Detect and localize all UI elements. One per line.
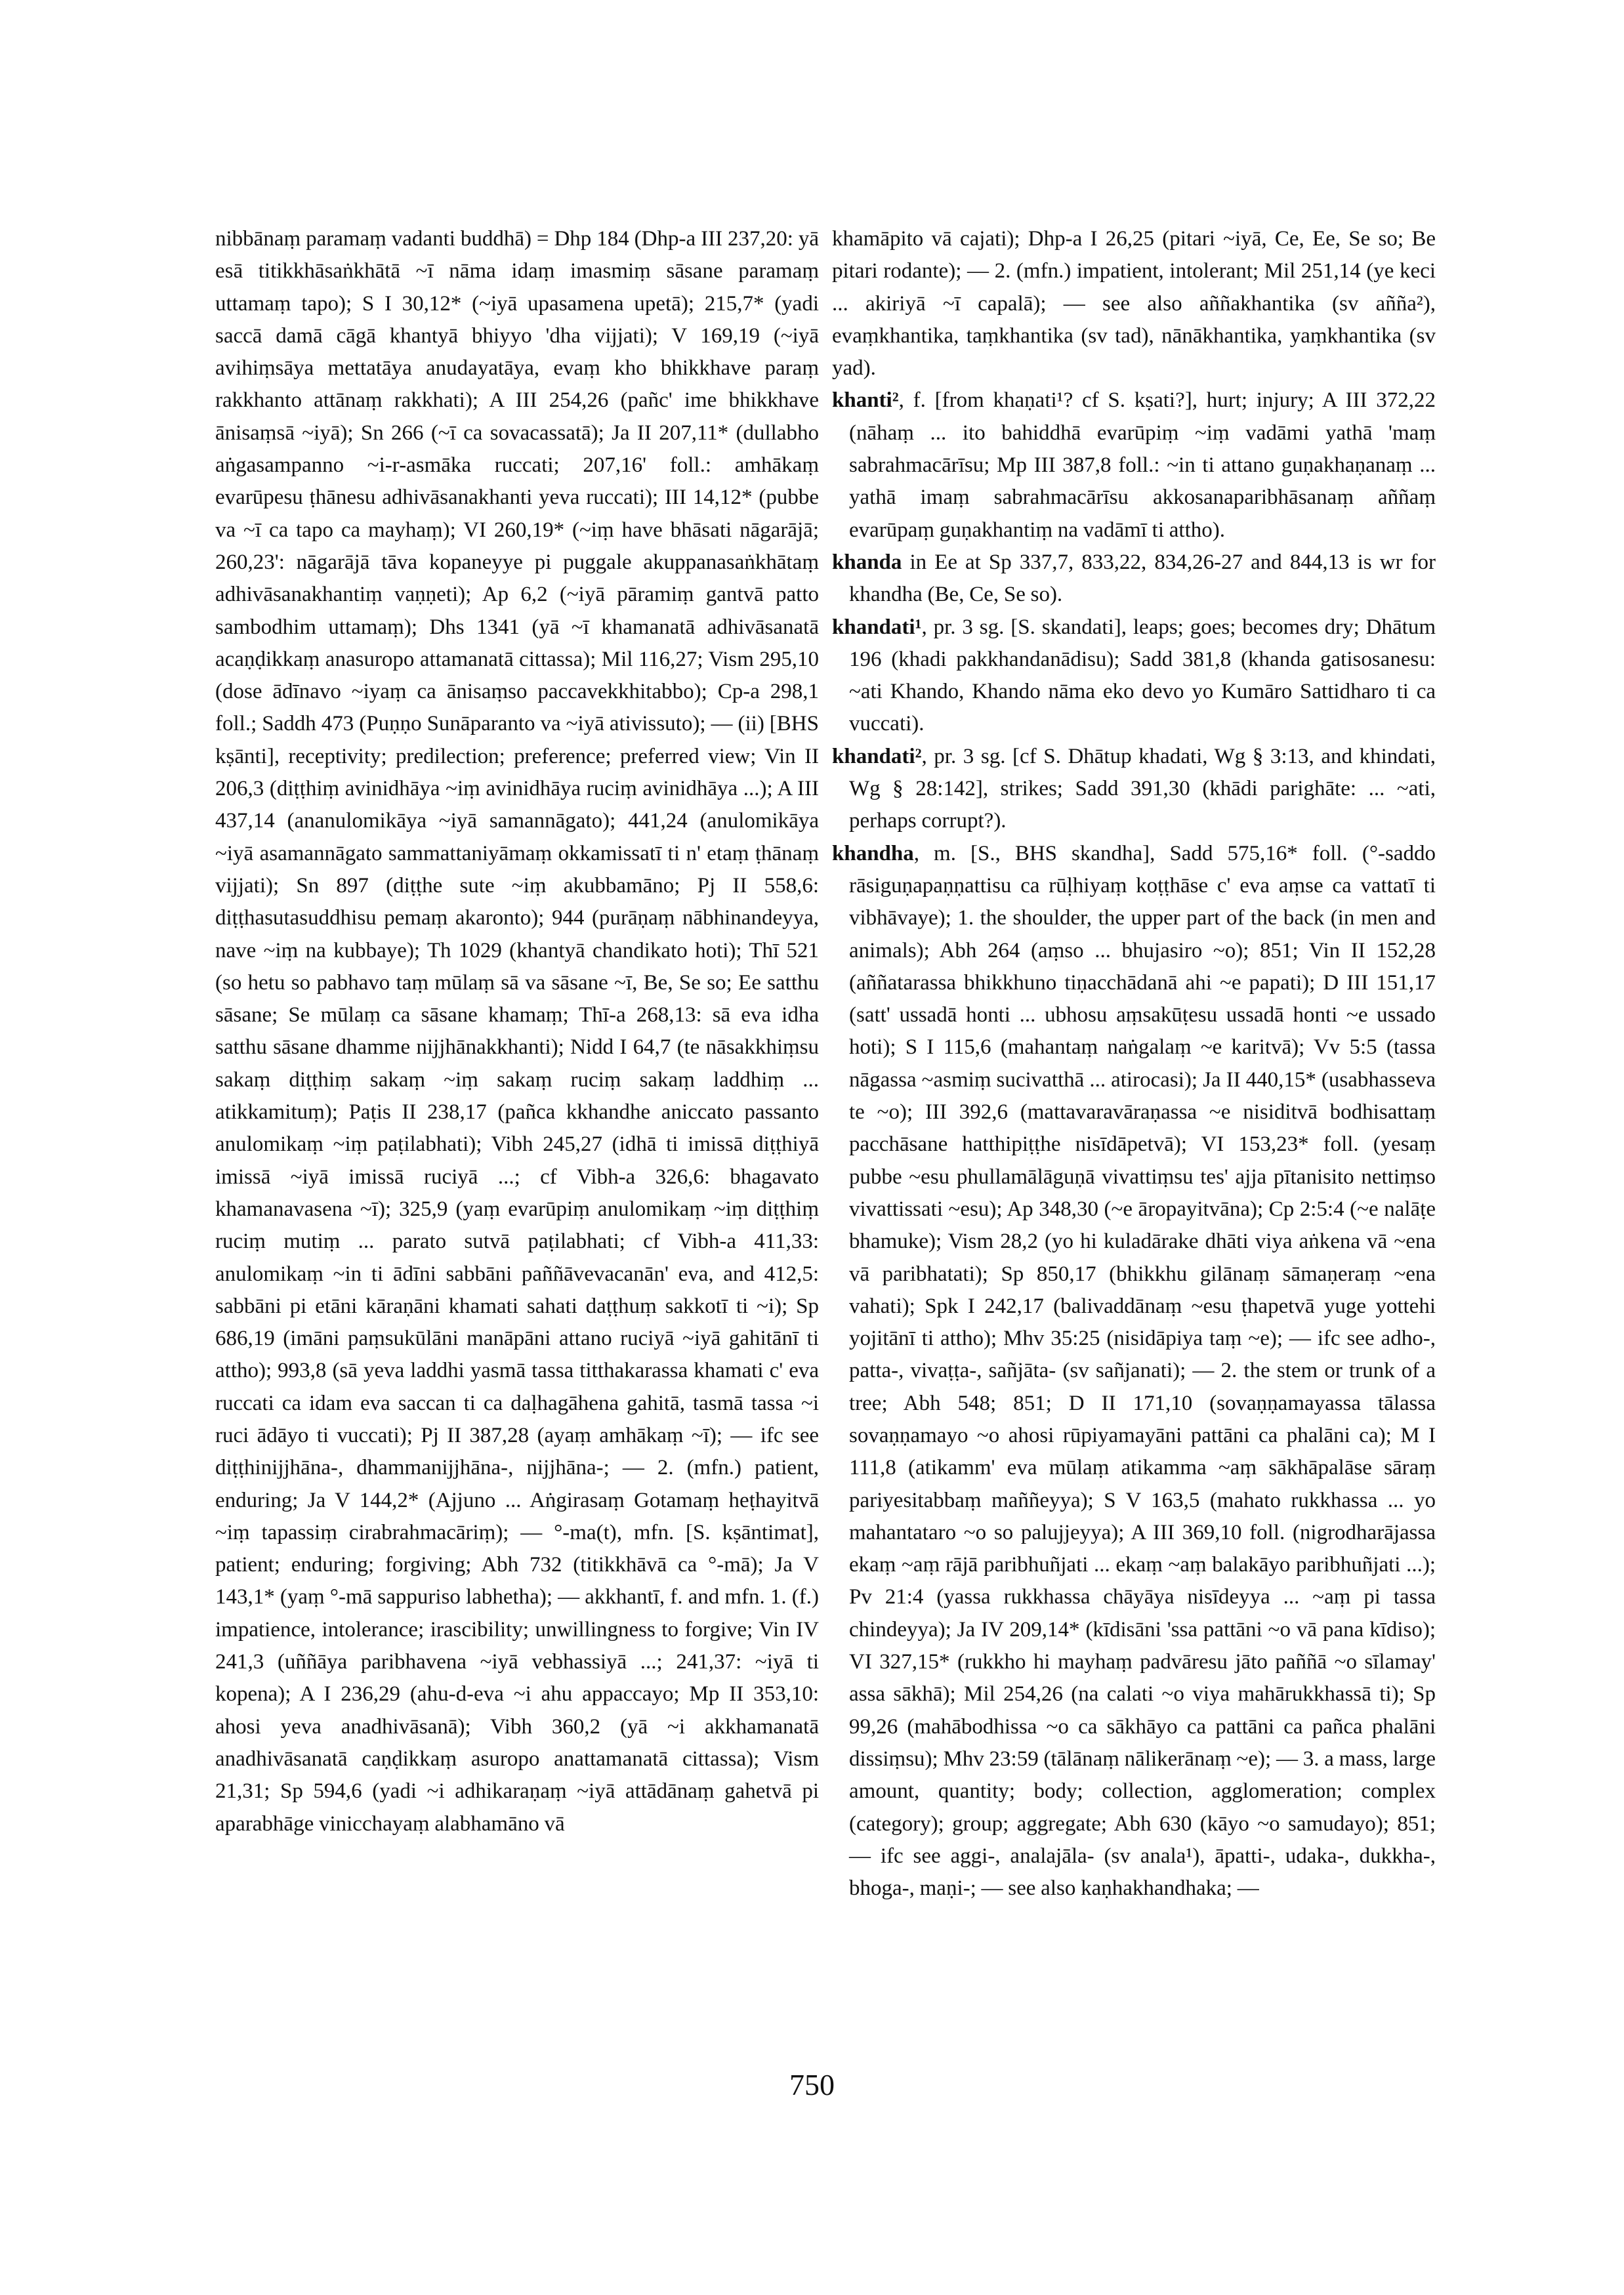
page-number: 750 [789, 2068, 835, 2101]
left-column [215, 223, 819, 2113]
entry-body: , pr. 3 sg. [S. skandati], leaps; goes; becomes dry; Dhātum 196 (khadi pakkhandanādisu); Sadd 381,8 (khanda gatisosanesu: ~ati Khando, Khando nāma eko devo yo Kumāro Sattidharo ti ca vuccati). [849, 615, 1436, 736]
left-column-text: nibbānaṃ paramaṃ vadanti buddhā) = Dhp 184 (Dhp-a III 237,20: yā esā titikkhāsaṅkhātā ~ī nāma idaṃ imasmiṃ sāsane paramaṃ uttamaṃ tapo); S I 30,12* (~iyā upasamena upetā); 215,7* (yadi saccā damā cāgā khantyā bhiyyo 'dha vijjati); V 169,19 (~iyā avihiṃsāya mettatāya anudayatāya, evaṃ kho bhikkhave paraṃ rakkhanto attānaṃ rakkhati); A III 254,26 (pañc' ime bhikkhave ānisaṃsā ~iyā); Sn 266 (~ī ca sovacassatā); Ja II 207,11* (dullabho aṅgasampanno ~i-r-asmāka ruccati; 207,16' foll.: amhākaṃ evarūpesu ṭhānesu adhivāsanakhanti yeva ruccati); III 14,12* (pubbe va ~ī ca tapo ca mayhaṃ); VI 260,19* (~iṃ have bhāsati nāgarājā; 260,23': nāgarājā tāva kopaneyye pi puggale akuppanasaṅkhātaṃ adhivāsanakhantiṃ vaṇṇeti); Ap 6,2 (~iyā pāramiṃ gantvā patto sambodhim uttamaṃ); Dhs 1341 (yā ~ī khamanatā adhivāsanatā acaṇḍikkaṃ anasuropo attamanatā cittassa); Mil 116,27; Vism 295,10 (dose ādīnavo ~iyaṃ ca ānisaṃso paccavekkhitabbo); Cp-a 298,1 foll.; Saddh 473 (Puṇṇo Sunāparanto va ~iyā ativissuto); — (ii) [BHS kṣānti], receptivity; predilection; preference; preferred view; Vin II 206,3 (diṭṭhiṃ avinidhāya ~iṃ avinidhāya ruciṃ avinidhāya ...); A III 437,14 (ananulomikāya ~iyā samannāgato); 441,24 (anulomikāya ~iyā asamannāgato sammattaniyāmaṃ okkamissatī ti n' etaṃ ṭhānaṃ vijjati); Sn 897 (diṭṭhe sute ~iṃ akubbamāno; Pj II 558,6: diṭṭhasutasuddhisu pemaṃ akaronto); 944 (purāṇaṃ nābhinandeyya, nave ~iṃ na kubbaye); Th 1029 (khantyā chandikato hoti); Thī 521 (so hetu so pabhavo taṃ mūlaṃ sā va sāsane ~ī, Be, Se so; Ee satthu sāsane; Se mūlaṃ ca sāsane khamaṃ; Thī-a 268,13: sā eva idha satthu sāsane dhamme nijjhānakkhanti); Nidd I 64,7 (te nāsakkhiṃsu sakaṃ diṭṭhiṃ sakaṃ ~iṃ sakaṃ ruciṃ sakaṃ laddhiṃ ... atikkamituṃ); Paṭis II 238,17 (pañca kkhandhe aniccato passanto anulomikaṃ ~iṃ paṭilabhati); Vibh 245,27 (idhā ti imissā diṭṭhiyā imissā ~iyā imissā ruciyā ...; cf Vibh-a 326,6: bhagavato khamanavasena ~ī); 325,9 (yaṃ evarūpiṃ anulomikaṃ ~iṃ diṭṭhiṃ ruciṃ mutiṃ ... parato sutvā paṭilabhati; cf Vibh-a 411,33: anulomikaṃ ~in ti ādīni sabbāni paññāvevacanān' eva, and 412,5: sabbāni pi etāni kāraṇāni khamati sahati daṭṭhuṃ sakkotī ti ~i); Sp 686,19 (imāni paṃsukūlāni manāpāni attano ruciyā ~iyā gahitānī ti attho); 993,8 (sā yeva laddhi yasmā tassa titthakarassa khamati c' eva ruccati ca idam eva saccan ti ca daḷhagāhena gahitā, tasmā tassa ~i ruci ādāyo ti vuccati); Pj II 387,28 (ayaṃ amhākaṃ ~ī); — ifc see diṭṭhinijjhāna-, dhammanijjhāna-, nijjhāna-; — 2. (mfn.) patient, enduring; Ja V 144,2* (Ajjuno ... Aṅgirasaṃ Gotamaṃ heṭhayitvā ~iṃ tapassiṃ cirabrahmacāriṃ); — °-ma(t), mfn. [S. kṣāntimat], patient; enduring; forgiving; Abh 732 (titikkhāvā ca °-mā); Ja V 143,1* (yaṃ °-mā sappuriso labhetha); — akkhantī, f. and mfn. 1. (f.) impatience, intolerance; irascibility; unwillingness to forgive; Vin IV 241,3 (uññāya paribhavena ~iyā vebhassiyā ...; 241,37: ~iyā ti kopena); A I 236,29 (ahu-d-eva ~i ahu appaccayo; Mp II 353,10: ahosi yeva anadhivāsanā); Vibh 360,2 (yā ~i akkhamanatā anadhivāsanatā caṇḍikkaṃ asuropo anattamanatā cittassa); Vism 21,31; Sp 594,6 (yadi ~i adhikaraṇaṃ ~iyā attādānaṃ gahetvā pi aparabhāge vinicchayaṃ alabhamāno vā [215, 227, 819, 1836]
entry-khandati-2 [832, 741, 1436, 838]
entry-khandati-1 [832, 611, 1436, 741]
headword: khanti² [832, 388, 899, 413]
entry-body: , f. [from khaṇati¹? cf S. kṣati?], hurt; injury; A III 372,22 (nāhaṃ ... ito bahiddhā evarūpiṃ ~iṃ vadāmi yathā 'maṃ sabrahmacārīsu; Mp III 387,8 foll.: ~in ti attano guṇakhaṇanaṃ ... yathā imaṃ sabrahmacārīsu akkosanaparibhāsanaṃ aññaṃ evarūpaṃ guṇakhantiṃ na vadāmī ti attho). [849, 388, 1436, 542]
entry-body: in Ee at Sp 337,7, 833,22, 834,26-27 and 844,13 is wr for khandha (Be, Ce, Se so). [849, 550, 1436, 607]
right-column-continuation: khamāpito vā cajati); Dhp-a I 26,25 (pitari ~iyā, Ce, Ee, Se so; Be pitari rodante); — 2. (mfn.) impatient, intolerant; Mil 251,14 (ye keci ... akiriyā ~ī capalā); — see also aññakhantika (sv añña²), evaṃkhantika, taṃkhantika (sv tad), nānākhantika, yaṃkhantika (sv yad). [832, 227, 1436, 381]
entry-khandha [832, 838, 1436, 1905]
entry-body: , m. [S., BHS skandha], Sadd 575,16* foll. (°-saddo rāsiguṇapaṇṇattisu ca rūḷhiyaṃ koṭṭhāse c' eva aṃse ca vattatī ti vibhāvaye); 1. the shoulder, the upper part of the back (in men and animals); Abh 264 (aṃso ... bhujasiro ~o); 851; Vin II 152,28 (aññatarassa bhikkhuno tiṇacchādanā ahi ~e papati); D III 151,17 (satt' ussadā honti ... ubhosu aṃsakūṭesu ussadā honti ~e ussado hoti); S I 115,6 (mahantaṃ naṅgalaṃ ~e karitvā); Vv 5:5 (tassa nāgassa ~asmiṃ sucivatthā ... atirocasi); Ja II 440,15* (usabhasseva te ~o); III 392,6 (mattavaravāraṇassa ~e nisiditvā bodhisattaṃ pacchāsane hatthipiṭṭhe nisīdāpetvā); VI 153,23* foll. (yesaṃ pubbe ~esu phullamālāguṇā vivattiṃsu tes' ajja pītanisito nettiṃso vivattissati ~esu); Ap 348,30 (~e āropayitvāna); Cp 2:5:4 (~e nalāṭe bhamuke); Vism 28,2 (yo hi kuladārake dhāti viya aṅkena vā ~ena vā paribhatati); Sp 850,17 (bhikkhu gilānaṃ sāmaṇeraṃ ~ena vahati); Spk I 242,17 (balivaddānaṃ ~esu ṭhapetvā yuge yottehi yojitānī ti attho); Mhv 35:25 (nisidāpiya taṃ ~e); — ifc see adho-, patta-, vivaṭṭa-, sañjāta- (sv sañjanati); — 2. the stem or trunk of a tree; Abh 548; 851; D II 171,10 (sovaṇṇamayassa tālassa sovaṇṇamayo ~o ahosi rūpiyamayāni pattāni ca phalāni ca); M I 111,8 (atikamm' eva mūlaṃ atikamma ~aṃ sākhāpalāse sāraṃ pariyesitabbaṃ maññeyya); S V 163,5 (mahato rukkhassa ... yo mahantataro ~o so palujjeyya); A III 369,10 foll. (nigrodharājassa ekaṃ ~aṃ rājā paribhuñjati ... ekaṃ ~aṃ balakāyo paribhuñjati ...); Pv 21:4 (yassa rukkhassa chāyāya nisīdeyya ... ~aṃ pi tassa chindeyya); Ja IV 209,14* (kīdisāni 'ssa pattāni ~o vā pana kīdiso); VI 327,15* (rukkho hi mayhaṃ padvāresu jāto paññā ~o sīlamay' assa sākhā); Mil 254,26 (na calati ~o viya mahārukkhassā ti); Sp 99,26 (mahābodhissa ~o ca sākhāyo ca pattāni ca pañca phalāni dissiṃsu); Mhv 23:59 (tālānaṃ nālikerānaṃ ~e); — 3. a mass, large amount, quantity; body; collection, agglomeration; complex (category); group; aggregate; Abh 630 (kāyo ~o samudayo); 851; — ifc see aggi-, analajāla- (sv anala¹), āpatti-, udaka-, dukkha-, bhoga-, maṇi-; — see also kaṇhakhandhaka; — [849, 841, 1436, 1901]
headword: khanda [832, 550, 902, 574]
right-column [832, 223, 1436, 2113]
headword: khandati² [832, 744, 922, 768]
headword: khandha [832, 841, 914, 865]
entry-khanda [832, 547, 1436, 611]
entry-body: , pr. 3 sg. [cf S. Dhātup khadati, Wg § 3:13, and khindati, Wg § 28:142], strikes; Sadd 391,30 (khādi parighāte: ... ~ati, perhaps corrupt?). [849, 744, 1436, 833]
entry-khanti-2 [832, 384, 1436, 546]
headword: khandati¹ [832, 615, 922, 639]
